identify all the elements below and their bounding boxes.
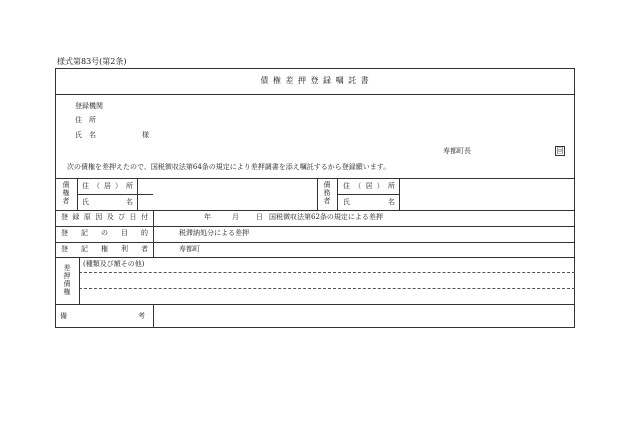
cause-year: 年 xyxy=(204,213,211,221)
cause-value: 国税徴収法第62条の規定による差押 xyxy=(269,213,383,221)
rule xyxy=(79,257,80,304)
seized-claim-label: 差押債権 xyxy=(63,264,71,296)
document-title: 債 権 差 押 登 録 嘱 託 書 xyxy=(260,76,370,85)
rule xyxy=(317,178,318,210)
rule xyxy=(153,304,154,328)
rule xyxy=(55,178,575,179)
purpose-value: 税滞納処分による差押 xyxy=(179,229,249,237)
holder-label: 登 記 権 利 者 xyxy=(61,245,148,253)
dashed-rule xyxy=(79,288,575,289)
creditor-address-label: 住 （ 居 ） 所 xyxy=(82,182,133,190)
creditor-name-label: 氏 名 xyxy=(82,198,133,206)
creditor-label: 債権者 xyxy=(62,181,70,205)
debtor-address-label: 住 （ 居 ） 所 xyxy=(343,182,395,190)
rule xyxy=(77,178,78,210)
form-number: 様式第83号(第2条) xyxy=(57,57,127,66)
cause-label: 登 録 原 因 及 び 日 付 xyxy=(61,213,148,221)
rule xyxy=(55,304,575,305)
address-label: 住 所 xyxy=(75,116,96,124)
rule xyxy=(399,178,400,210)
rule xyxy=(55,257,575,258)
cause-day: 日 xyxy=(256,213,263,221)
rule xyxy=(137,178,138,210)
mayor-title: 寿都町長 xyxy=(443,147,471,155)
rule xyxy=(337,178,338,210)
remarks-label: 備 考 xyxy=(60,312,145,320)
name-label: 氏 名 xyxy=(75,131,96,139)
cause-month: 月 xyxy=(232,213,239,221)
form-frame xyxy=(55,68,575,328)
rule xyxy=(55,242,575,243)
debtor-label: 債務者 xyxy=(323,181,331,205)
debtor-name-label: 氏 名 xyxy=(343,198,395,206)
registry-label: 登録機関 xyxy=(75,102,103,110)
rule xyxy=(55,94,575,95)
seized-claim-note: (種類及び額その他) xyxy=(83,260,145,268)
rule xyxy=(55,226,575,227)
rule xyxy=(337,194,399,195)
body-text: 次の債権を差押えたので、国税徴収法第64条の規定により差押調書を添え嘱託するから登録願います。 xyxy=(67,163,391,171)
rule xyxy=(153,210,154,257)
seal-mark: 回 xyxy=(556,147,564,155)
rule xyxy=(77,194,153,195)
purpose-label: 登 記 の 目 的 xyxy=(61,229,148,237)
honorific: 様 xyxy=(142,131,149,139)
holder-value: 寿都町 xyxy=(179,245,200,253)
dashed-rule xyxy=(79,272,575,273)
rule xyxy=(55,210,575,211)
